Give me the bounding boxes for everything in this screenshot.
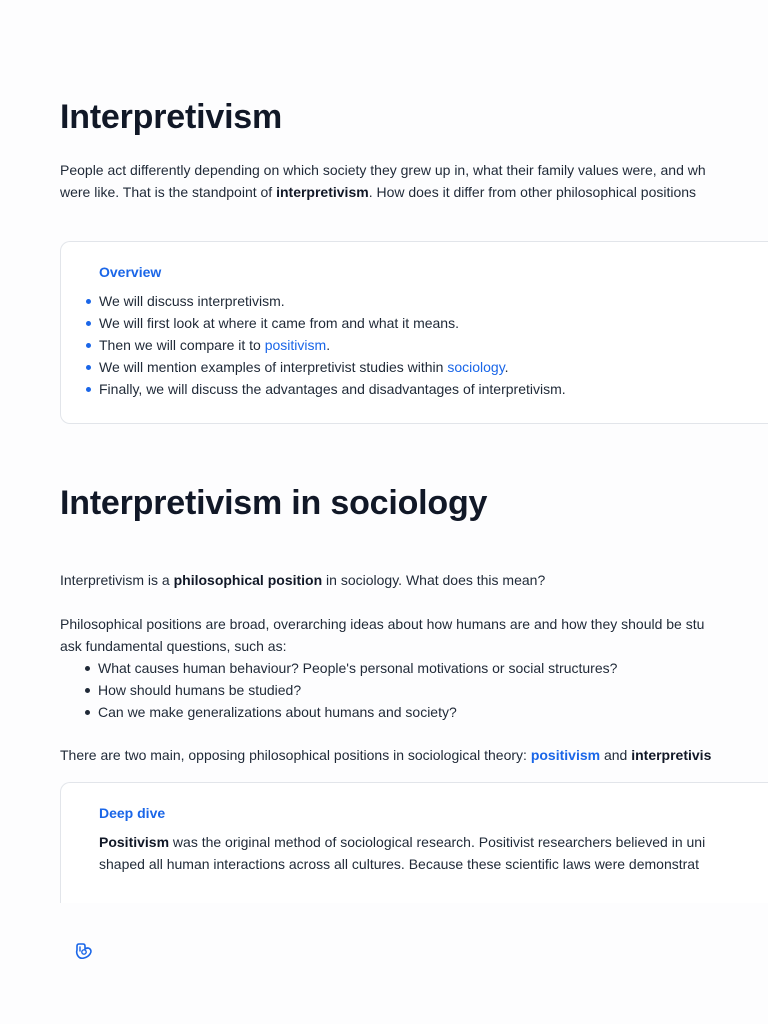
list-item-text: Then we will compare it to xyxy=(99,337,265,353)
paragraph-two-positions xyxy=(60,744,768,766)
intro-bold-term: interpretivism xyxy=(276,184,369,200)
deep-dive-line-1 xyxy=(99,831,768,853)
intro-text-end: . How does it differ from other philosophical positions xyxy=(368,184,697,200)
list-item xyxy=(99,334,566,356)
paragraph-text-mid: and xyxy=(600,747,632,763)
overview-title: Overview xyxy=(99,264,162,280)
list-item-text-end: . xyxy=(504,359,509,375)
sociology-link[interactable]: sociology xyxy=(447,359,505,375)
list-item-text: We will mention examples of interpretivist studies within xyxy=(99,359,448,375)
list-item: Finally, we will discuss the advantages and disadvantages of interpretivism. xyxy=(99,378,566,400)
questions-list xyxy=(98,657,617,723)
bold-term: Positivism xyxy=(99,834,170,850)
paragraph-text: There are two main, opposing philosophical positions in sociological theory: xyxy=(60,747,531,763)
intro-text: were like. That is the standpoint of xyxy=(60,184,277,200)
bold-term: interpretivis xyxy=(631,747,712,763)
intro-line-1: People act differently depending on which society they grew up in, what their family values were, and wh xyxy=(60,162,706,178)
positivism-link[interactable]: positivism xyxy=(530,747,601,763)
overview-box xyxy=(60,241,768,424)
list-item: Can we make generalizations about humans and society? xyxy=(98,701,617,723)
list-item: What causes human behaviour? People's personal motivations or social structures? xyxy=(98,657,617,679)
intro-line-2 xyxy=(60,181,760,203)
overview-list xyxy=(99,290,566,400)
list-item xyxy=(99,356,566,378)
paragraph-line-1: Philosophical positions are broad, overarching ideas about how humans are and how they should be stu xyxy=(60,616,705,632)
paragraph-philosophical-positions xyxy=(60,613,768,657)
paragraph-philosophical-position xyxy=(60,569,768,591)
page-title: Interpretivism xyxy=(60,98,283,136)
section-heading: Interpretivism in sociology xyxy=(60,484,488,522)
intro-paragraph xyxy=(60,159,760,203)
deep-dive-paragraph xyxy=(99,831,768,875)
list-item: We will first look at where it came from and what it means. xyxy=(99,312,566,334)
list-item: We will discuss interpretivism. xyxy=(99,290,566,312)
brand-logo-icon[interactable] xyxy=(74,942,94,962)
positivism-link[interactable]: positivism xyxy=(264,337,327,353)
list-item: How should humans be studied? xyxy=(98,679,617,701)
deep-dive-text: was the original method of sociological research. Positivist researchers believed in uni xyxy=(169,834,706,850)
list-item-text-end: . xyxy=(326,337,331,353)
article-page xyxy=(60,0,768,1024)
deep-dive-line-2: shaped all human interactions across all cultures. Because these scientific laws were demonstrat xyxy=(99,856,699,872)
paragraph-text: Interpretivism is a xyxy=(60,572,174,588)
paragraph-text-end: in sociology. What does this mean? xyxy=(322,572,546,588)
deep-dive-title: Deep dive xyxy=(99,805,166,821)
paragraph-line-2: ask fundamental questions, such as: xyxy=(60,638,287,654)
deep-dive-box xyxy=(60,782,768,903)
bold-term: philosophical position xyxy=(173,572,323,588)
